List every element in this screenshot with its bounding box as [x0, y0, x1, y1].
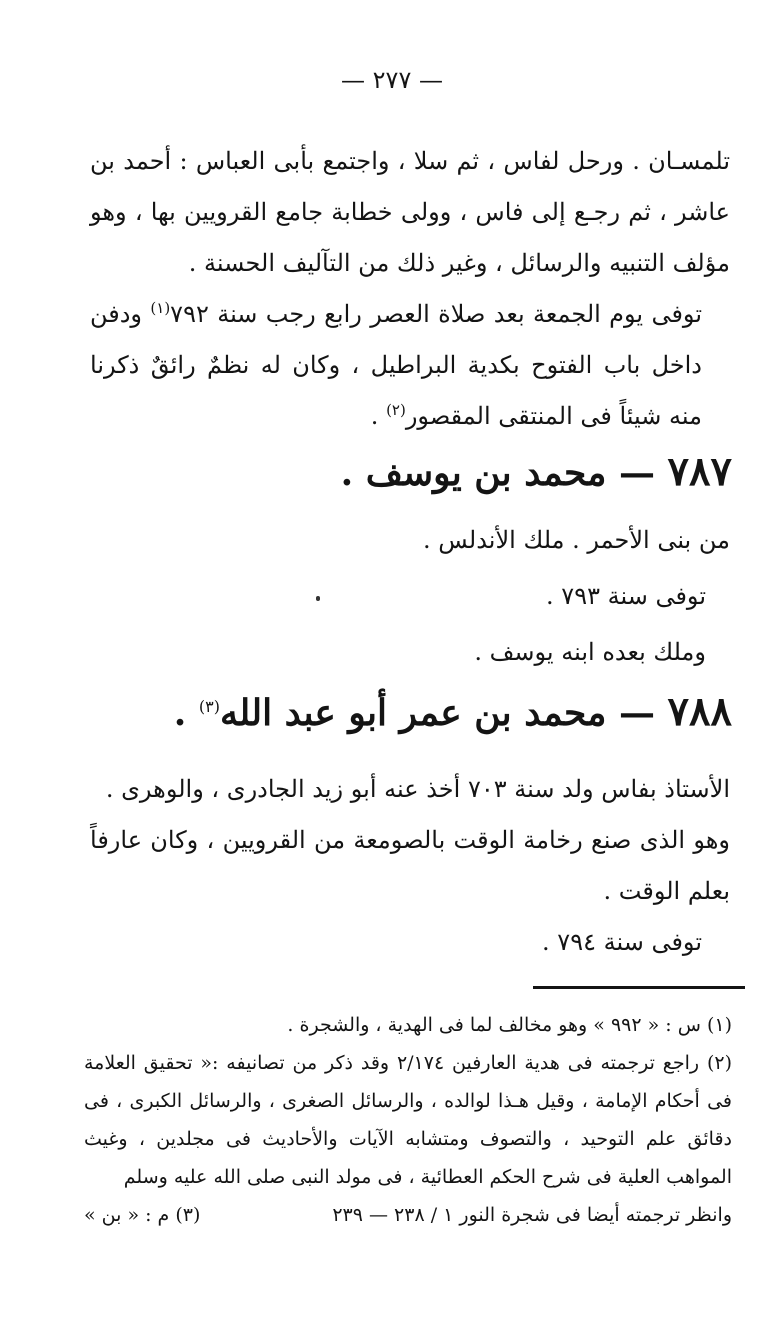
- paragraph-text: توفى يوم الجمعة بعد صلاة العصر رابع رجب سنة ٧٩٢: [170, 300, 703, 328]
- entry-heading-788: [174, 688, 732, 735]
- page-number: — ٢٧٧ —: [341, 66, 443, 94]
- footnotes: [84, 1006, 732, 1234]
- footnote-last-line: [84, 1196, 732, 1234]
- footnote-ref-3[interactable]: (٣): [198, 697, 220, 716]
- entry-name: محمد بن عمر أبو عبد الله: [219, 692, 607, 734]
- entry-787-line: وملك بعده ابنه يوسف .: [474, 638, 706, 666]
- footnote-2-end: وانظر ترجمته أيضا فى شجرة النور ١ / ٢٣٨ — ٢٣٩: [332, 1204, 732, 1226]
- footnote-divider: [533, 986, 745, 989]
- entry-787-line: توفى سنة ٧٩٣ .: [546, 582, 706, 610]
- entry-788-body: [90, 764, 730, 968]
- biography-continuation: [90, 136, 730, 442]
- footnote-ref-2[interactable]: (٢): [386, 401, 406, 419]
- footnote-1: (١) س : « ٩٩٢ » وهو مخالف لما فى الهدية ، والشجرة .: [287, 1014, 732, 1036]
- footnote-3: (٣) م : « بن »: [84, 1204, 201, 1226]
- paragraph-death: [90, 289, 730, 442]
- entry-heading-787: [341, 448, 732, 495]
- entry-number: ٧٨٧: [667, 448, 732, 495]
- entry-dash: —: [606, 452, 668, 494]
- paragraph-text: ودفن داخل باب الفتوح بكدية البراطيل ، وكان له نظمٌ رائقٌ ذكرنا منه شيئاً فى المنتقى المقصور: [90, 300, 702, 430]
- paragraph-text: .: [370, 402, 387, 430]
- footnote-2: (٢) راجع ترجمته فى هدية العارفين ٢/١٧٤ وقد ذكر من تصانيفه :« تحقيق العلامة فى أحكام الإمامة ، وقيل هـذا لوالده ، والرسائل الصغرى ، والرسائل الكبرى ، فى دقائق علم التوحيد ، والتصوف ومتشابه الآيات والأحاديث فى مجلدين ، وغيث المواهب العلية فى شرح الحكم العطائية ، فى مولد النبى صلى الله عليه وسلم: [84, 1052, 732, 1188]
- footnote-ref-1[interactable]: (١): [150, 299, 171, 317]
- paragraph: توفى سنة ٧٩٤ .: [542, 928, 702, 956]
- paragraph: تلمسـان . ورحل لفاس ، ثم سلا ، واجتمع بأبى العباس : أحمد بن عاشر ، ثم رجـع إلى فاس ، وولى خطابة جامع القرويين بها ، وهو مؤلف التنبيه والرسائل ، وغير ذلك من التآليف الحسنة .: [90, 147, 730, 277]
- entry-tail: .: [173, 692, 199, 734]
- entry-name: محمد بن يوسف .: [340, 452, 607, 494]
- entry-787-line: من بنى الأحمر . ملك الأندلس .: [423, 526, 730, 554]
- scan-speck: [316, 596, 320, 601]
- entry-number: ٧٨٨: [667, 688, 732, 735]
- entry-dash: —: [606, 692, 668, 734]
- paragraph: وهو الذى صنع رخامة الوقت بالصومعة من القرويين ، وكان عارفاً بعلم الوقت .: [90, 826, 730, 905]
- paragraph: الأستاذ بفاس ولد سنة ٧٠٣ أخذ عنه أبو زيد الجادرى ، والوهرى .: [105, 775, 730, 803]
